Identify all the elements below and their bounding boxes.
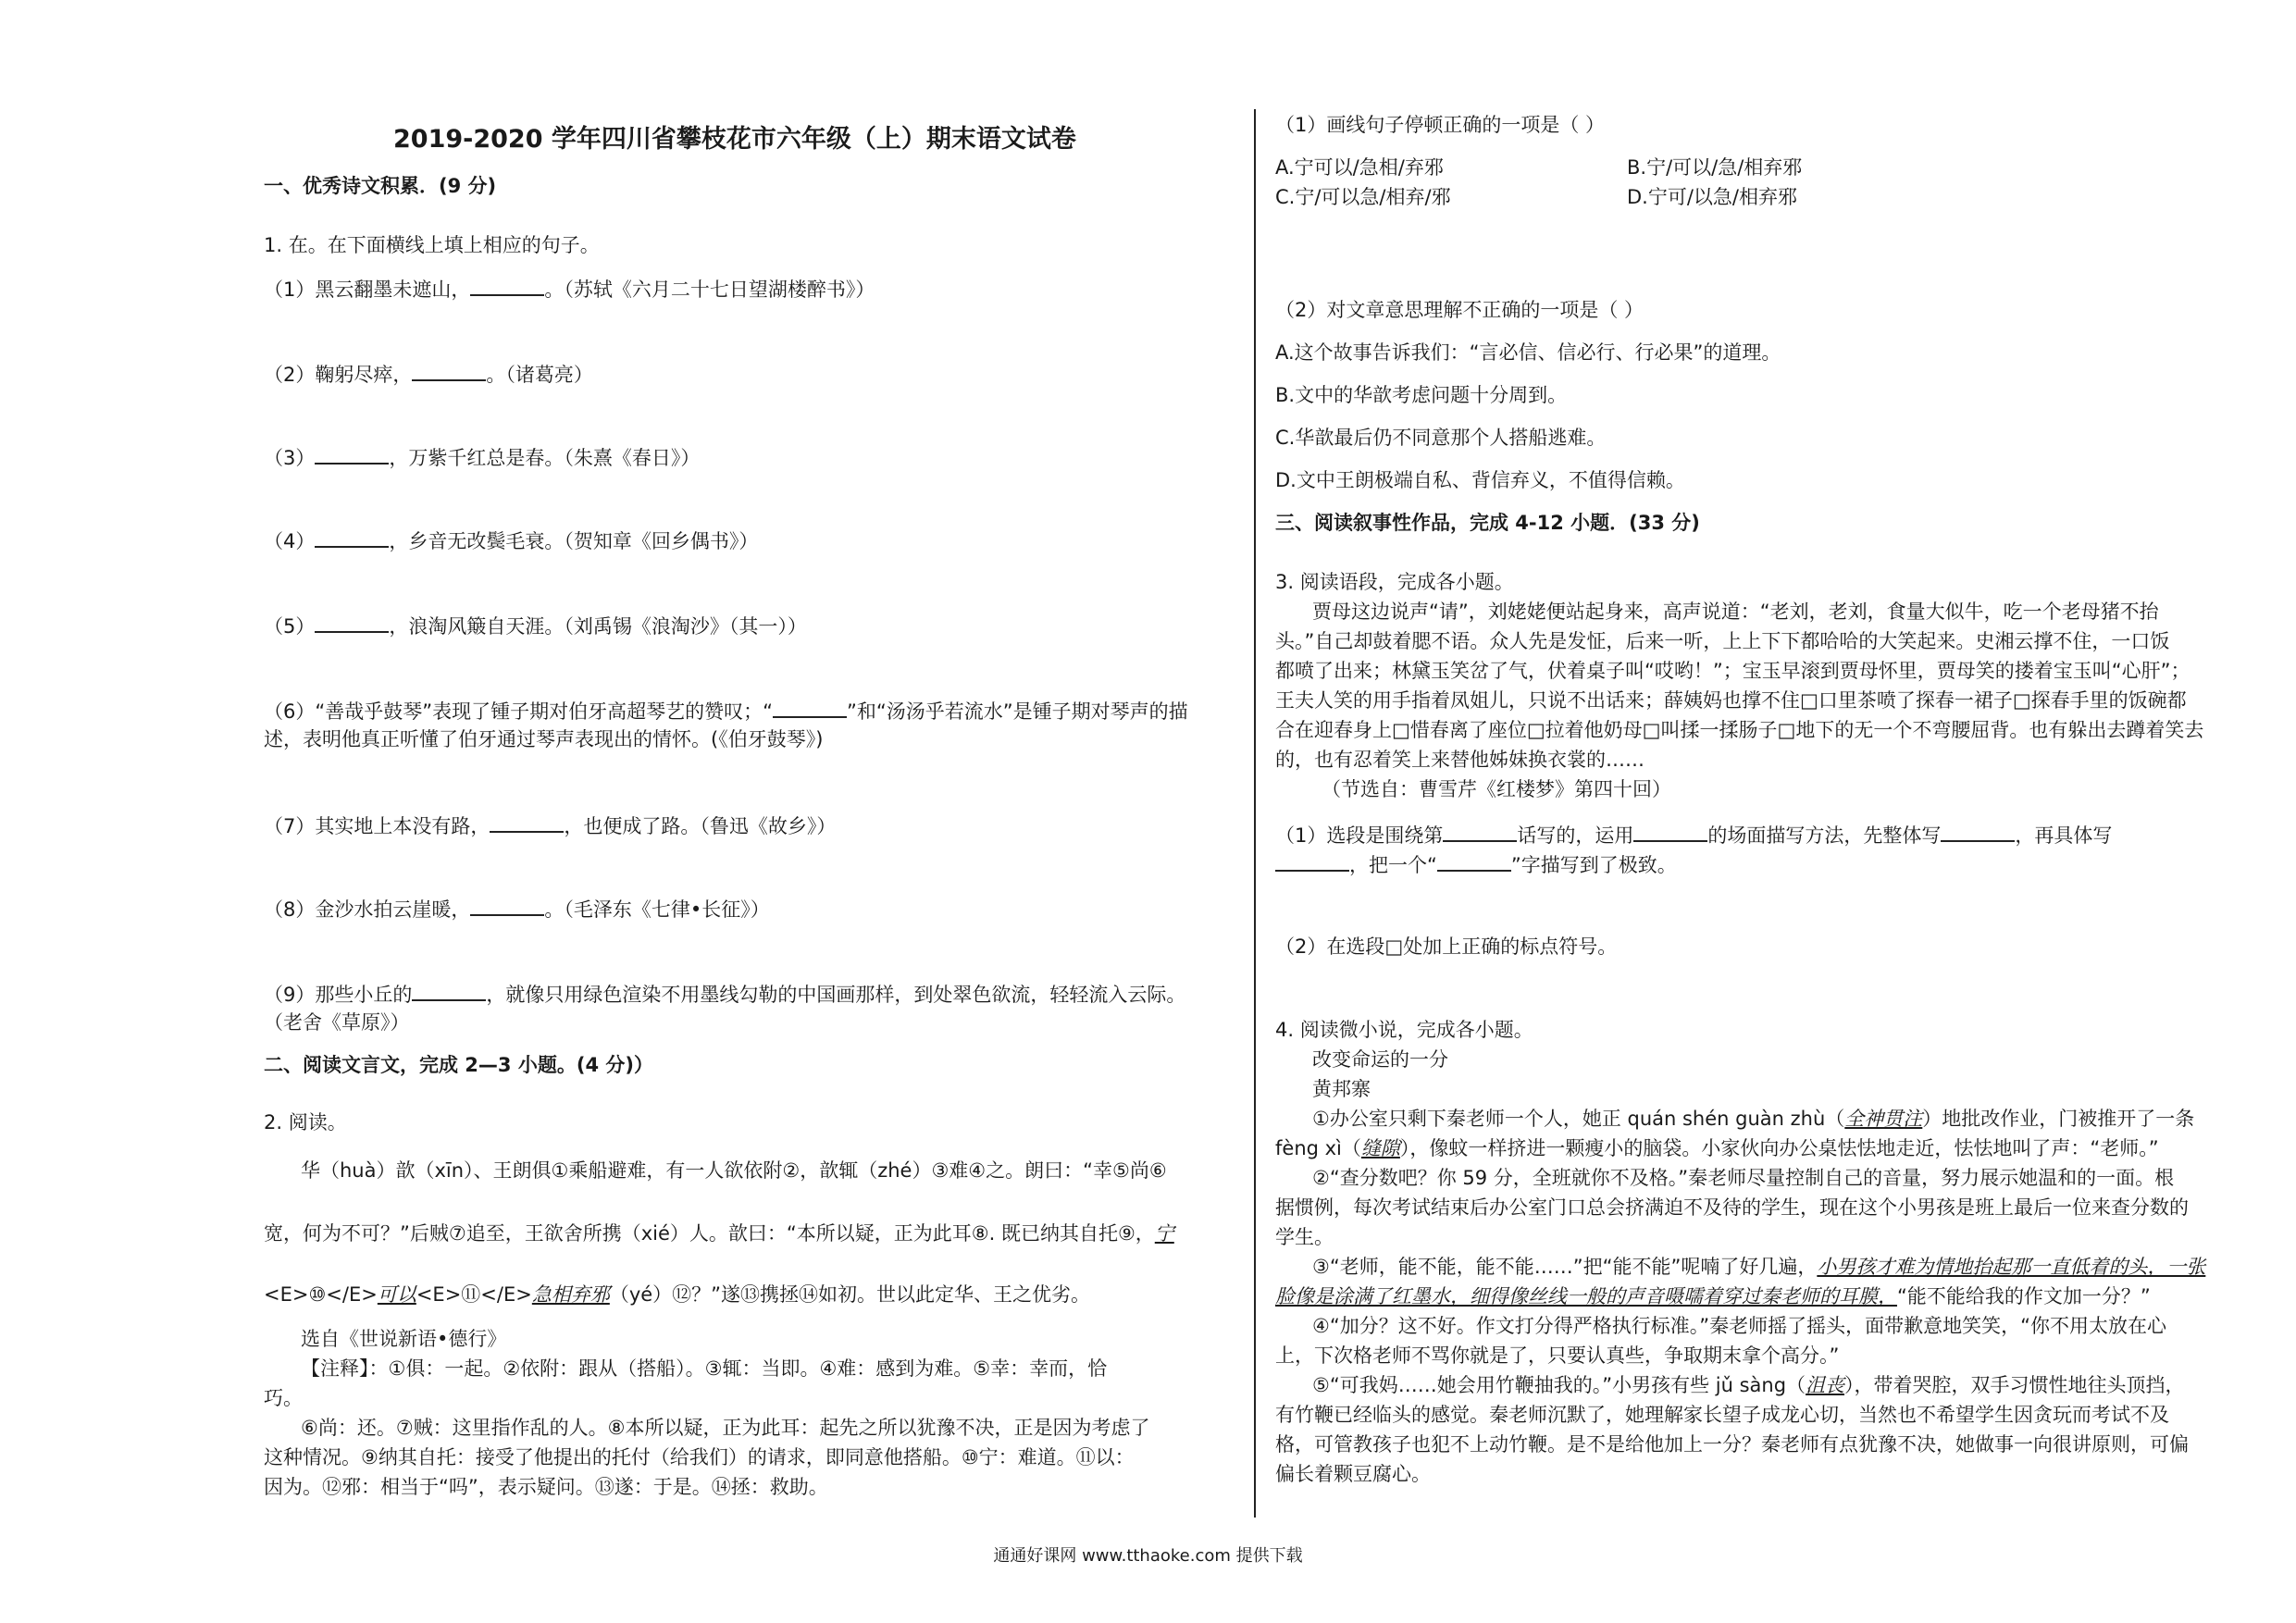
story-line: 格，可管教孩子也犯不上动竹鞭。是不是给他加上一分？秦老师有点犹豫不决，她做事一向很讲原则，可偏 — [1275, 1433, 2189, 1456]
q1-item-3: （3） ，万紫千红总是春。（朱熹《春日》） — [264, 442, 700, 472]
story-line: 偏长着颗豆腐心。 — [1275, 1463, 1431, 1485]
option-b[interactable]: B.宁/可以/急/相弃邪 — [1627, 156, 1803, 179]
passage-line: 华（huà）歆（xīn）、王朗俱①乘船避难，有一人欲依附②，歆辄（zhé）③难④之。朗曰：“幸⑤尚⑥ — [301, 1159, 1167, 1182]
answer-blank[interactable] — [1941, 820, 2015, 842]
answer-blank[interactable] — [1633, 820, 1707, 842]
passage-line: 合在迎春身上□惜春离了座位□拉着他奶母□叫揉一揉肠子□地下的无一个不弯腰屈背。也有躲出去蹲着笑去 — [1275, 719, 2204, 741]
passage-line: 贾母这边说声“请”，刘姥姥便站起身来，高声说道：“老刘，老刘，食量大似牛，吃一个老母猪不抬 — [1312, 601, 2159, 623]
notes-line: 巧。 — [264, 1387, 303, 1409]
option-c[interactable]: C.华歆最后仍不同意那个人搭船逃难。 — [1275, 427, 1607, 449]
passage-source: （节选自：曹雪芹《红楼梦》第四十回） — [1322, 778, 1671, 800]
section-1-heading: 一、优秀诗文积累．(9 分) — [264, 175, 497, 197]
q1-item-6: （6）“善哉乎鼓琴”表现了锺子期对伯牙高超琴艺的赞叹；“ ”和“汤汤乎若流水”是锺子期对琴声的描 — [264, 696, 1188, 725]
story-line: 上，下次格老师不骂你就是了，只要认真些，争取期末拿个高分。” — [1275, 1344, 1840, 1367]
question-4-intro: 4. 阅读微小说，完成各小题。 — [1275, 1019, 1533, 1041]
story-line: 据惯例，每次考试结束后办公室门口总会挤满迫不及待的学生，现在这个小男孩是班上最后一位来查分数的 — [1275, 1196, 2189, 1219]
q1-item-2: （2）鞠躬尽瘁， 。（诸葛亮） — [264, 359, 593, 389]
q3-sub-2: （2）在选段□处加上正确的标点符号。 — [1275, 935, 1618, 958]
notes-line: 【注释】：①俱：一起。②依附：跟从（搭船）。③辄：当即。④难：感到为难。⑤幸：幸而，恰 — [301, 1357, 1108, 1380]
answer-blank[interactable] — [470, 894, 544, 916]
question-3-intro: 3. 阅读语段，完成各小题。 — [1275, 571, 1514, 593]
q3-sub-1: （1）选段是围绕第 话写的，运用 的场面描写方法，先整体写 ，再具体写 — [1275, 820, 2112, 849]
q1-item-7: （7）其实地上本没有路， ，也便成了路。（鲁迅《故乡》） — [264, 811, 836, 840]
answer-blank[interactable] — [412, 979, 486, 1001]
story-line: ③“老师，能不能，能不能……”把“能不能”呢喃了好几遍，小男孩才难为情地抬起那一直低着的头，一张 — [1312, 1256, 2206, 1278]
story-author: 黄邦寨 — [1312, 1078, 1371, 1100]
section-3-heading: 三、阅读叙事性作品，完成 4-12 小题．(33 分) — [1275, 512, 1700, 534]
option-b[interactable]: B.文中的华歆考虑问题十分周到。 — [1275, 384, 1568, 406]
notes-line: ⑥尚：还。⑦贼：这里指作乱的人。⑧本所以疑，正为此耳：起先之所以犹豫不决，正是因为考虑了 — [301, 1417, 1150, 1439]
page-footer: 通通好课网 www.tthaoke.com 提供下载 — [993, 1546, 1303, 1566]
passage-line: 宽，何为不可？”后贼⑦追至，王欲舍所携（xié）人。歆曰：“本所以疑，正为此耳⑧. 既已纳其自托⑨，宁 — [264, 1222, 1174, 1245]
story-line: 学生。 — [1275, 1226, 1334, 1248]
page-title: 2019-2020 学年四川省攀枝花市六年级（上）期末语文试卷 — [393, 125, 1076, 154]
option-a[interactable]: A.这个故事告诉我们：“言必信、信必行、行必果”的道理。 — [1275, 341, 1781, 364]
story-line: ①办公室只剩下秦老师一个人，她正 quán shén guàn zhù（全神贯注）地批改作业，门被推开了一条 — [1312, 1108, 2195, 1130]
passage-line: <E>⑩</E>可以<E>⑪</E>急相弃邪（yé）⑫？”遂⑬携拯⑭如初。世以此定华、王之优劣。 — [264, 1283, 1091, 1306]
option-c[interactable]: C.宁/可以急/相弃/邪 — [1275, 186, 1451, 208]
story-line: ②“查分数吧？你 59 分，全班就你不及格。”秦老师尽量控制自己的音量，努力展示她温和的一面。根 — [1312, 1167, 2175, 1189]
story-line: 有竹鞭已经临头的感觉。秦老师沉默了，她理解家长望子成龙心切，当然也不希望学生因贪玩而考试不及 — [1275, 1404, 2169, 1426]
story-line: ⑤“可我妈……她会用竹鞭抽我的。”小男孩有些 jǔ sàng（沮丧），带着哭腔，双手习惯性地往头顶挡， — [1312, 1374, 2185, 1396]
passage-line: 王夫人笑的用手指着凤姐儿，只说不出话来；薛姨妈也撑不住□口里茶喷了探春一裙子□探春手里的饭碗都 — [1275, 689, 2187, 712]
column-divider — [1254, 109, 1256, 1518]
passage-line: 的，也有忍着笑上来替他姊妹换衣裳的…… — [1275, 749, 1644, 771]
q1-item-1: （1）黑云翻墨未遮山， 。（苏轼《六月二十七日望湖楼醉书》） — [264, 274, 875, 304]
passage-source: 选自《世说新语•德行》 — [301, 1328, 507, 1350]
option-d[interactable]: D.宁可/以急/相弃邪 — [1627, 186, 1797, 208]
answer-blank[interactable] — [315, 442, 389, 465]
q1-item-6-cont: 述，表明他真正听懂了伯牙通过琴声表现出的情怀。(《伯牙鼓琴》) — [264, 728, 824, 750]
option-d[interactable]: D.文中王朗极端自私、背信弃义，不值得信赖。 — [1275, 469, 1685, 491]
q1-item-4: （4） ，乡音无改鬓毛衰。（贺知章《回乡偶书》） — [264, 526, 758, 555]
question-1-intro: 1. 在。在下面横线上填上相应的句子。 — [264, 234, 600, 256]
notes-line: 这种情况。⑨纳其自托：接受了他提出的托付（给我们）的请求，即同意他搭船。⑩宁：难道。⑪以： — [264, 1446, 1135, 1468]
answer-blank[interactable] — [315, 526, 389, 548]
answer-blank[interactable] — [1443, 820, 1517, 842]
answer-blank[interactable] — [412, 359, 486, 381]
answer-blank[interactable] — [470, 274, 544, 296]
passage-line: 头。”自己却鼓着腮不语。众人先是发怔，后来一听，上上下下都哈哈的大笑起来。史湘云撑不住，一口饭 — [1275, 630, 2170, 652]
q1-item-9: （9）那些小丘的 ，就像只用绿色渲染不用墨线勾勒的中国画那样，到处翠色欲流，轻轻流入云际。 — [264, 979, 1185, 1009]
answer-blank[interactable] — [773, 696, 847, 718]
story-title: 改变命运的一分 — [1312, 1048, 1448, 1071]
answer-blank[interactable] — [315, 611, 389, 633]
story-line: 脸像是涂满了红墨水，细得像丝线一般的声音嗫嚅着穿过秦老师的耳膜，“能不能给我的作文加一分？” — [1275, 1285, 2151, 1307]
answer-blank[interactable] — [490, 811, 564, 833]
question-2-intro: 2. 阅读。 — [264, 1111, 347, 1134]
q1-item-8: （8）金沙水拍云崖暖， 。（毛泽东《七律•长征》） — [264, 894, 770, 923]
notes-line: 因为。⑫邪：相当于“吗”，表示疑问。⑬遂：于是。⑭拯：救助。 — [264, 1476, 828, 1498]
q3-sub-1-cont: ，把一个“ ”字描写到了极致。 — [1275, 849, 1677, 879]
passage-line: 都喷了出来；林黛玉笑岔了气，伏着桌子叫“哎哟！”；宝玉早滚到贾母怀里，贾母笑的搂着宝玉叫“心肝”； — [1275, 660, 2191, 682]
section-2-heading: 二、阅读文言文，完成 2—3 小题。(4 分)） — [264, 1054, 653, 1076]
q1-item-9-cont: （老舍《草原》） — [264, 1011, 410, 1034]
q1-item-5: （5） ，浪淘风簸自天涯。（刘禹锡《浪淘沙》（其一）） — [264, 611, 807, 640]
answer-blank[interactable] — [1437, 849, 1511, 872]
q2-sub-2: （2）对文章意思理解不正确的一项是（ ） — [1275, 299, 1644, 321]
option-a[interactable]: A.宁可以/急相/弃邪 — [1275, 156, 1444, 179]
story-line: ④“加分？这不好。作文打分得严格执行标准。”秦老师摇了摇头，面带歉意地笑笑，“你不用太放在心 — [1312, 1315, 2166, 1337]
answer-blank[interactable] — [1275, 849, 1349, 872]
story-line: fèng xì（缝隙），像蚊一样挤进一颗瘦小的脑袋。小家伙向办公桌怯怯地走近，怯怯地叫了声：“老师。” — [1275, 1137, 2159, 1159]
q2-sub-1: （1）画线句子停顿正确的一项是（ ） — [1275, 114, 1606, 136]
